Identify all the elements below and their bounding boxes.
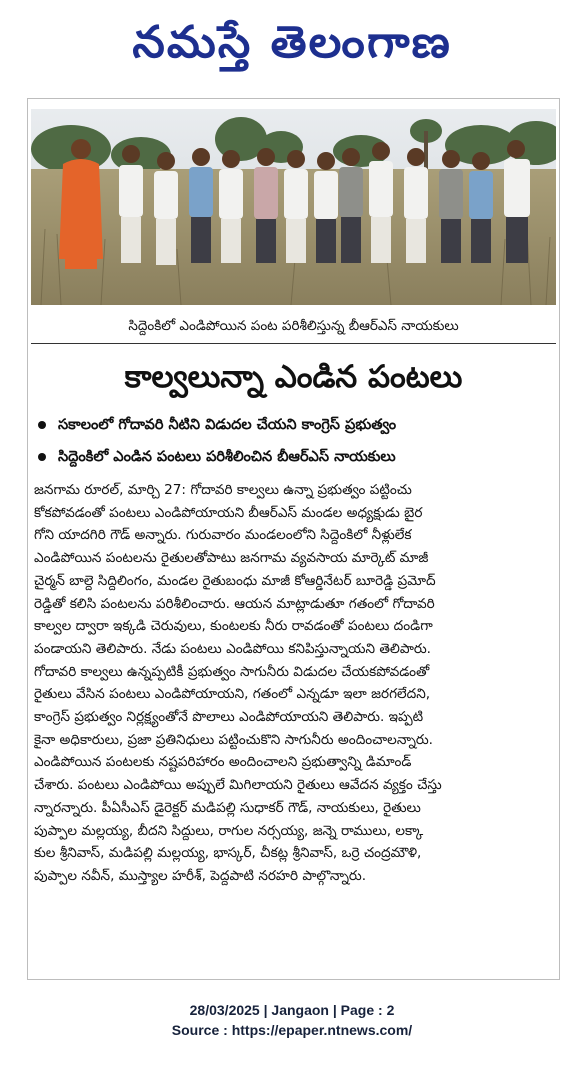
body-line: చైర్మన్ బాల్దె సిద్దిలింగం, మండల రైతుబంధు మాజీ కోఆర్డినేటర్ బూరెడ్డి ప్రమోద్ (34, 572, 436, 589)
photo-caption: సిద్దెంకిలో ఎండిపోయిన పంట పరిశీలిస్తున్న బీఆర్ఎస్ నాయకులు (31, 309, 556, 344)
body-line: పండాయని తెలిపారు. నేడు పంటలు ఎండిపోయి కనిపిస్తున్నాయని తెలిపారు. (34, 640, 431, 657)
body-line: కుల శ్రీనివాస్, మడిపల్లి మల్లయ్య, భాస్కర్, చీకట్ల శ్రీనివాస్, ఒర్రె చంద్రమౌళి, (34, 845, 422, 862)
body-line: పుప్పాల నవీన్, ముస్త్యాల హరీశ్, పెద్దపాటి నరహరి పాల్గొన్నారు. (34, 867, 367, 884)
bullet-dot-icon (38, 421, 46, 429)
source-link[interactable]: Source : https://epaper.ntnews.com/ (171, 1022, 413, 1038)
body-line: ఎండిపోయిన పంటలకు నష్టపరిహారం అందించాలని ప్రభుత్వాన్ని డిమాండ్ (34, 754, 412, 771)
page-footer (0, 1000, 584, 1040)
masthead (0, 0, 584, 86)
bullet-text: సిద్దెంకిలో ఎండిన పంటలు పరిశీలించిన బీఆర్ఎస్ నాయకులు (58, 449, 396, 465)
body-line: పుప్పాల మల్లయ్య, బీదని సిద్దులు, రాగుల నర్సయ్య, జన్నె రాములు, లక్కా (34, 822, 424, 839)
article-body (34, 479, 554, 974)
newspaper-logo: నమస్తే తెలంగాణ (132, 17, 452, 68)
body-line: రెడ్డితో కలిసి పంటలను పరిశీలించారు. ఆయన మాట్లాడుతూ గతంలో గోదావరి (34, 595, 435, 612)
bullet-text: సకాలంలో గోదావరి నీటిని విడుదల చేయని కాంగ్రెస్ ప్రభుత్వం (58, 417, 397, 433)
article-headline: కాల్వలున్నా ఎండిన పంటలు (124, 359, 463, 395)
body-line: కాంగ్రెస్ ప్రభుత్వం నిర్లక్ష్యంతోనే పొలాలు ఎండిపోయాయని తెలిపారు. ఇప్పటి (34, 709, 424, 726)
body-line: చేశారు. పంటలు ఎండిపోయి అప్పులే మిగిలాయని రైతులు ఆవేదన వ్యక్తం చేస్తు (34, 777, 442, 794)
field-photo-illustration (31, 109, 556, 305)
body-line: రైతులు వేసిన పంటలు ఎండిపోయాయని, గతంలో ఎన్నడూ ఇలా జరగలేదని, (34, 686, 431, 703)
edition-info: 28/03/2025 | Jangaon | Page : 2 (189, 1002, 395, 1018)
body-line: గోని యాదగిరి గౌడ్ అన్నారు. గురువారం మండలంలోని సిద్దెంకిలో నీళ్లులేక (34, 527, 412, 544)
article-photo (31, 109, 556, 305)
body-line: కాల్వల ద్వారా ఇక్కడి చెరువులు, కుంటలకు నీరు రావడంతో పంటలు దండిగా (34, 618, 433, 635)
body-line: జనగామ రూరల్, మార్చి 27: గోదావరి కాల్వలు ఉన్నా ప్రభుత్వం పట్టించు (34, 482, 412, 498)
body-line: న్నారన్నారు. పీఏసీఎస్ డైరెక్టర్ మడిపల్లి సుధాకర్ గౌడ్, నాయకులు, రైతులు (34, 799, 421, 816)
highlight-bullet (36, 409, 556, 441)
body-line: గోదావరి కాల్వలు ఉన్నప్పటికీ ప్రభుత్వం సాగునీరు విడుదల చేయకపోవడంతో (34, 663, 430, 680)
body-line: కైనా అధికారులు, ప్రజా ప్రతినిధులు పట్టించుకొని సాగునీరు అందించాలన్నారు. (34, 731, 434, 748)
body-line: ఎండిపోయిన పంటలను రైతులతోపాటు జనగామ వ్యవసాయ మార్కెట్ మాజీ (34, 550, 429, 567)
body-line: కోకపోవడంతో పంటలు ఎండిపోయాయని బీఆర్ఎస్ మండల అధ్యక్షుడు బైర (34, 504, 423, 521)
highlight-bullet (36, 441, 556, 473)
highlight-bullets (36, 409, 556, 473)
article-clipping (27, 98, 560, 980)
bullet-dot-icon (38, 453, 46, 461)
